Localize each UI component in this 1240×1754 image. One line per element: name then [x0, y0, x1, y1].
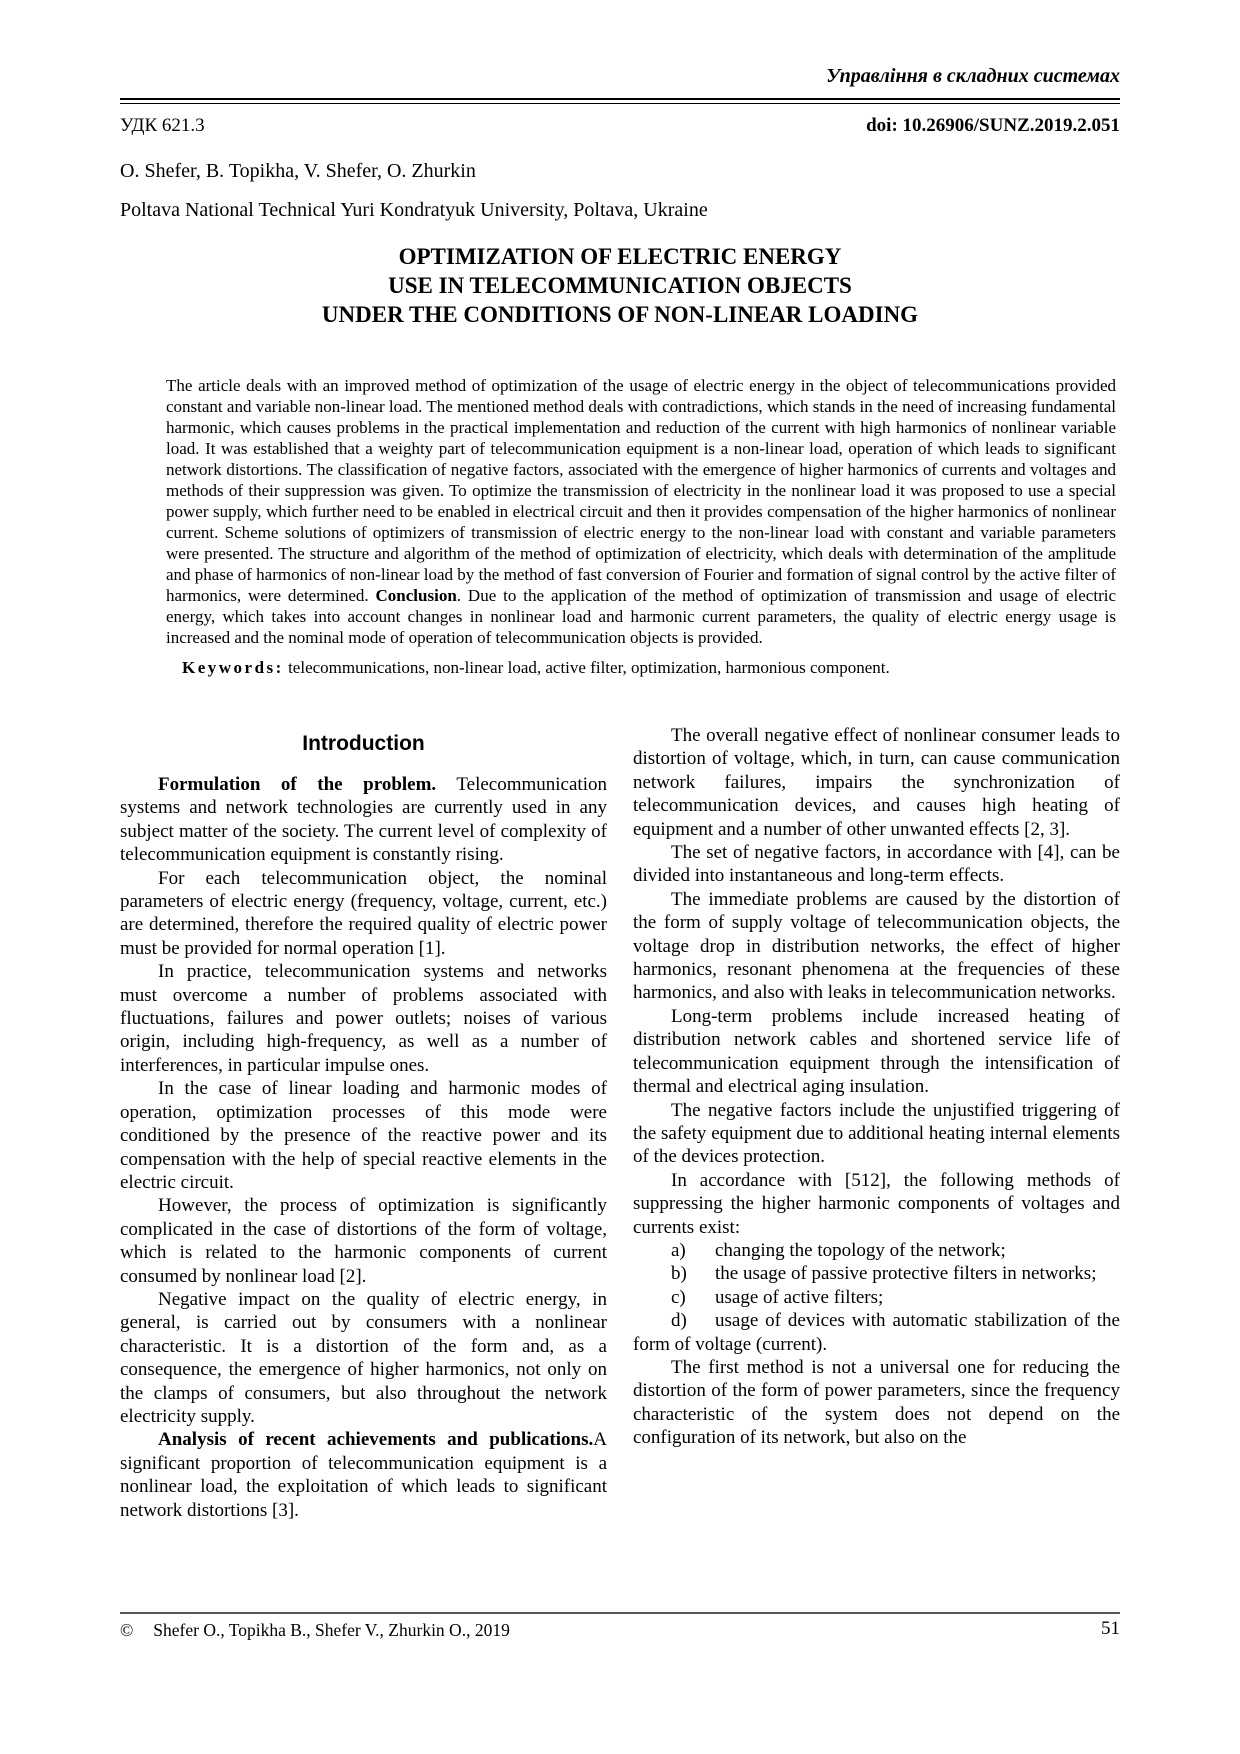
paragraph-text: The negative factors include the unjustified triggering of the safety equipment due to additional heating internal elements of the devices protection.: [633, 1099, 1120, 1168]
paragraph-text: Telecommunication systems and network technologies are currently used in any subject matter of the society. The current level of complexity of telecommunication equipment is constantly rising.: [120, 774, 607, 866]
paragraph-text: In the case of linear loading and harmonic modes of operation, optimization processes of this mode were conditioned by the presence of the reactive power and its compensation with the help of special reactive elements in the electric circuit.: [120, 1078, 607, 1193]
header-rule: [120, 98, 1120, 104]
list-item-text: usage of active filters;: [715, 1286, 884, 1308]
abstract-bold-conclusion: Conclusion: [375, 586, 457, 605]
paragraph: [120, 960, 607, 1077]
list-item: [633, 1239, 1120, 1262]
paragraph: [120, 773, 607, 867]
two-column-body: [120, 724, 1120, 1522]
page-number: 51: [1101, 1618, 1120, 1639]
paragraph: [633, 1005, 1120, 1099]
paragraph-text: For each telecommunication object, the nominal parameters of electric energy (frequency, voltage, current, etc.) are determined, therefore the required quality of electric power must be provided for normal operation [1].: [120, 867, 607, 959]
list-item-text: usage of devices with automatic stabilization of the form of voltage (current).: [633, 1310, 1120, 1355]
paragraph-text: Long-term problems include increased heating of distribution network cables and shortened service life of telecommunication equipment through the intensification of thermal and electrical aging insulation.: [633, 1005, 1120, 1098]
udc-code: УДК 621.3: [120, 115, 205, 136]
authors-line: O. Shefer, B. Topikha, V. Shefer, O. Zhurkin: [120, 160, 476, 182]
paper-title: [120, 242, 1120, 329]
keywords-line: [166, 657, 1116, 678]
copyright-line: [120, 1619, 510, 1641]
footer-rule: [120, 1612, 1120, 1614]
affiliation-line: Poltava National Technical Yuri Kondratyuk University, Poltava, Ukraine: [120, 199, 708, 221]
abstract: [166, 375, 1116, 648]
list-item-text: changing the topology of the network;: [715, 1239, 1006, 1261]
list-item-marker: d): [671, 1310, 687, 1332]
paragraph: [120, 1428, 607, 1522]
abstract-text-1: The article deals with an improved method of optimization of the usage of electric energy in the object of telecommunications provided constant and variable non-linear load. The mentioned method deals with contradictions, which stands in the need of increasing fundamental harmonic, which causes problems in the practical implementation and reduction of the current with high harmonics of nonlinear variable load. It was established that a weighty part of telecommunication equipment is a non-linear load, operation of which leads to significant network distortions. The classification of negative factors, associated with the emergence of higher harmonics of currents and voltages and methods of their suppression was given. To optimize the transmission of electricity in the nonlinear load it was proposed to use a special power supply, which further need to be enabled in electrical circuit and then it provides compensation of the higher harmonics of nonlinear current. Scheme solutions of optimizers of transmission of electric energy to the non-linear load with constant and variable parameters were presented. The structure and algorithm of the method of optimization of electricity, which deals with determination of the amplitude and phase of harmonics of non-linear load by the method of fast conversion of Fourier and formation of signal control by the active filter of harmonics, were determined.: [166, 376, 1116, 605]
copyright-text: Shefer O., Topikha B., Shefer V., Zhurkin O., 2019: [153, 1620, 510, 1640]
list-item: [633, 1262, 1120, 1285]
paragraph: [633, 841, 1120, 888]
title-line-2: USE IN TELECOMMUNICATION OBJECTS: [388, 273, 852, 298]
paragraph-lead: Analysis of recent achievements and publications.: [158, 1429, 594, 1451]
paragraph: [633, 1356, 1120, 1450]
list-item-marker: a): [671, 1239, 686, 1261]
paragraph-text: The first method is not a universal one for reducing the distortion of the form of power parameters, since the frequency characteristic of the system does not depend on the configuration of its network, but also on the: [633, 1356, 1120, 1449]
keywords-label: Keywords:: [182, 658, 284, 677]
paragraph: [633, 724, 1120, 841]
paragraph-text: The set of negative factors, in accordance with [4], can be divided into instantaneous and long-term effects.: [633, 842, 1120, 887]
paragraph: [120, 1194, 607, 1288]
paragraph-lead: Formulation of the problem.: [158, 774, 437, 795]
title-line-1: OPTIMIZATION OF ELECTRIC ENERGY: [398, 244, 842, 269]
list-item-marker: b): [671, 1263, 687, 1285]
paragraph: [120, 1288, 607, 1428]
abstract-text-2: . Due to the application of the method of optimization of transmission and usage of electric energy, which takes into account changes in nonlinear load and harmonic current parameters, the quality of electric energy usage is increased and the nominal mode of operation of telecommunication objects is provided.: [166, 586, 1116, 647]
list-item: [633, 1309, 1120, 1356]
meta-row: [120, 114, 1120, 137]
section-heading-introduction: Introduction: [302, 732, 425, 755]
paragraph: [633, 1169, 1120, 1239]
list-item-marker: c): [671, 1286, 686, 1308]
right-column: [633, 724, 1120, 1522]
paragraph: [633, 1099, 1120, 1169]
doi: doi: 10.26906/SUNZ.2019.2.051: [866, 115, 1120, 136]
list-item-text: the usage of passive protective filters in networks;: [715, 1263, 1097, 1285]
title-line-3: UNDER THE CONDITIONS OF NON-LINEAR LOADING: [321, 302, 919, 327]
footer-row: [120, 1619, 1120, 1641]
paragraph-text: In accordance with [512], the following methods of suppressing the higher harmonic components of voltages and currents exist:: [633, 1169, 1120, 1238]
keywords-text: telecommunications, non-linear load, active filter, optimization, harmonious component.: [283, 658, 890, 677]
paragraph: [120, 867, 607, 961]
left-column: [120, 724, 607, 1522]
paragraph-text: The immediate problems are caused by the distortion of the form of supply voltage of telecommunication objects, the voltage drop in distribution networks, the effect of higher harmonics, resonant phenomena at the frequencies of these harmonics, and also with leaks in telecommunication networks.: [633, 888, 1120, 1004]
copyright-symbol: ©: [120, 1620, 134, 1640]
paragraph-text: However, the process of optimization is significantly complicated in the case of distortions of the form of voltage, which is related to the harmonic components of current consumed by nonlinear load [2].: [120, 1195, 607, 1287]
paragraph: [120, 1077, 607, 1194]
paragraph-text: A significant proportion of telecommunication equipment is a nonlinear load, the exploitation of which leads to significant network distortions [3].: [120, 1429, 607, 1521]
journal-header: Управління в складних системах: [826, 65, 1120, 87]
list-item: [633, 1286, 1120, 1309]
paragraph-text: In practice, telecommunication systems and networks must overcome a number of problems associated with fluctuations, failures and power outlets; noises of various origin, including high-frequency, as well as a number of interferences, in particular impulse ones.: [120, 961, 607, 1076]
paragraph-text: Negative impact on the quality of electric energy, in general, is carried out by consumers with a nonlinear characteristic. It is a distortion of the form and, as a consequence, the emergence of higher harmonics, not only on the clamps of consumers, but also throughout the network electricity supply.: [120, 1288, 607, 1427]
page-footer: [120, 1612, 1120, 1641]
paragraph-text: The overall negative effect of nonlinear consumer leads to distortion of voltage, which, in turn, can cause communication network failures, impairs the synchronization of telecommunication devices, and causes high heating of equipment and a number of other unwanted effects [2, 3].: [633, 725, 1120, 840]
paragraph: [633, 888, 1120, 1005]
